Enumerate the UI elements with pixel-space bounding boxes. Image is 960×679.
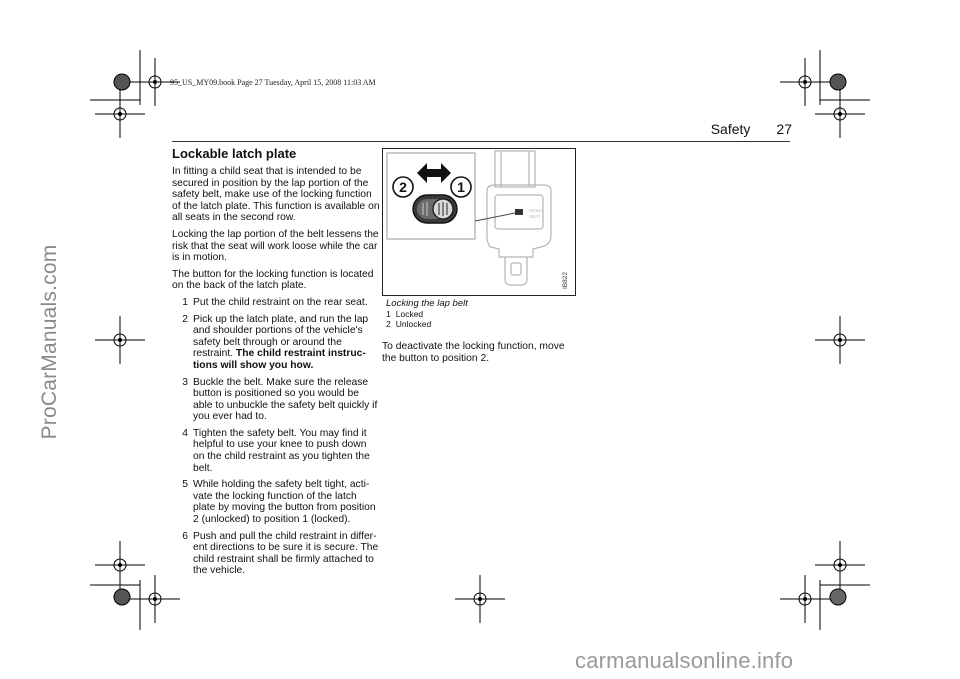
plate-seat-label: SEAT [529,214,541,219]
list-item [172,377,380,423]
step-number: 1 [182,296,188,308]
step-number: 2 [182,313,188,325]
figure-caption [386,298,576,329]
callout-2: 2 [399,179,407,195]
legend-row [386,309,576,319]
legend-label: Unlocked [395,319,432,329]
print-header: 95_US_MY09.book Page 27 Tuesday, April 15, 2008 11:03 AM [170,78,376,87]
running-head [672,121,792,137]
watermark-bottom: carmanualsonline.info [575,648,794,673]
latch-plate-illustration [382,148,576,296]
step-bold-note: The child restraint instruc-tions will show you how. [193,348,366,371]
step-text: Put the child restraint on the rear seat. [193,296,368,308]
step-text: Pick up the latch plate, and run the lap and shoulder portions of the vehicle's safety belt through or around the restraint. The child restraint instruc-tions will show you how. [193,313,369,371]
list-item [172,479,380,525]
list-item [172,314,380,372]
intro-paragraph: In fitting a child seat that is intended to be secured in position by the lap portion of the safety belt, make use of the locking function of the latch plate. This function is available on all seats in the second row. [172,166,380,224]
legend-row [386,319,576,329]
page-number: 27 [776,121,792,137]
step-text: While holding the safety belt tight, acti-vate the locking function of the latch plate by moving the button from position 2 (unlocked) to position 1 (locked). [193,479,376,526]
step-text: Tighten the safety belt. You may find it helpful to use your knee to push down on the child restraint as you tighten the belt. [193,427,370,474]
steps-list [172,297,380,577]
list-item [172,428,380,474]
figure-code: IB822 [562,272,569,289]
callout-1: 1 [457,179,465,195]
watermark-left: ProCarManuals.com [38,244,61,440]
plate-child-label: CHILD [529,208,543,213]
section-title: Safety [710,121,751,137]
left-column [172,146,380,582]
step-text: Buckle the belt. Make sure the release button is positioned so you would be able to unbuckle the safety belt quickly if you ever had to. [193,376,378,423]
step-number: 3 [182,376,188,388]
caption-title: Locking the lap belt [386,298,468,309]
risk-paragraph: Locking the lap portion of the belt lessens the risk that the seat will work loose while the car is in motion. [172,228,379,264]
step-text: Push and pull the child restraint in differ-ent directions to be sure it is secure. The child restraint shall be firmly attached to the vehicle. [193,530,379,577]
deactivate-paragraph: To deactivate the locking function, move the button to position 2. [382,341,565,364]
list-item [172,531,380,577]
legend-number: 1 [386,309,391,319]
button-location-paragraph: The button for the locking function is located on the back of the latch plate. [172,268,374,292]
step-number: 4 [182,427,188,439]
header-rule [172,141,790,142]
section-heading: Lockable latch plate [172,146,297,161]
list-item [172,297,380,309]
step-number: 6 [182,530,188,542]
legend-label: Locked [395,309,424,319]
legend-number: 2 [386,319,391,329]
step-number: 5 [182,479,188,491]
